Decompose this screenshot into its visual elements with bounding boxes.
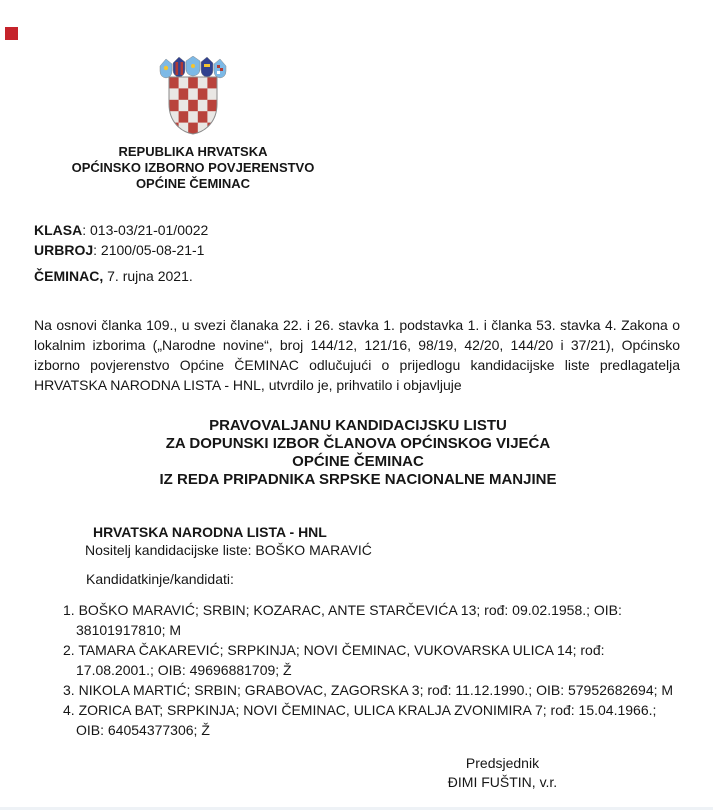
- candidate-text: NIKOLA MARTIĆ; SRBIN; GRABOVAC, ZAGORSKA 3; rođ: 11.12.1990.; OIB: 57952682694; M: [78, 682, 674, 698]
- candidate-text: TAMARA ČAKAREVIĆ; SRPKINJA; NOVI ČEMINAC, VUKOVARSKA ULICA 14; rođ: 17.08.2001.; OIB: 49696881709; Ž: [76, 642, 605, 678]
- croatian-coat-of-arms-icon: [158, 56, 228, 136]
- candidate-number: 1.: [63, 602, 75, 618]
- signature-role: Predsjednik: [465, 755, 540, 771]
- candidate-item: [34, 600, 682, 640]
- candidate-number: 4.: [63, 702, 75, 718]
- klasa-line: [34, 220, 208, 240]
- candidate-item: [34, 640, 682, 680]
- title-line-3: OPĆINE ČEMINAC: [292, 453, 424, 470]
- title-line-2: ZA DOPUNSKI IZBOR ČLANOVA OPĆINSKOG VIJEĆA: [165, 435, 551, 452]
- place-label: ČEMINAC,: [34, 268, 104, 284]
- candidates-label: Kandidatkinje/kandidati:: [86, 571, 234, 587]
- document-title: [34, 417, 682, 489]
- urbroj-label: URBROJ: [34, 242, 94, 258]
- signature-name: ĐIMI FUŠTIN, v.r.: [447, 774, 558, 790]
- klasa-label: KLASA: [34, 222, 83, 238]
- candidate-item: [34, 680, 682, 700]
- urbroj-line: [34, 240, 208, 260]
- document-reference-block: [34, 220, 208, 260]
- header-line-commission: OPĆINSKO IZBORNO POVJERENSTVO: [71, 160, 315, 175]
- date-value: 7. rujna 2021.: [103, 268, 193, 284]
- title-line-1: PRAVOVALJANU KANDIDACIJSKU LISTU: [209, 417, 507, 434]
- candidate-list: [34, 600, 682, 740]
- red-marker: [5, 27, 18, 40]
- intro-paragraph: Na osnovi članka 109., u svezi članaka 22. i 26. stavka 1. podstavka 1. i članka 53. stavka 4. Zakona o lokalnim izborima („Narodne novine“, broj 144/12, 121/16, 98/19, 42/20, 144/20 i 37/21), Općinsko izborno povjerenstvo Općine ČEMINAC odlučujući o prijedlogu kandidacijske liste predlagatelja HRVATSKA NARODNA LISTA - HNL, utvrdilo je, prihvatilo i objavljuje: [34, 317, 680, 393]
- header-line-municipality: OPĆINE ČEMINAC: [135, 176, 251, 191]
- candidate-number: 2.: [63, 642, 75, 658]
- candidate-number: 3.: [63, 682, 75, 698]
- urbroj-value: : 2100/05-08-21-1: [93, 242, 205, 258]
- header-line-country: REPUBLIKA HRVATSKA: [118, 144, 268, 159]
- signature-block: [380, 754, 625, 792]
- klasa-value: : 013-03/21-01/0022: [82, 222, 209, 238]
- candidate-item: [34, 700, 682, 740]
- institution-header: [32, 144, 354, 192]
- title-line-4: IZ REDA PRIPADNIKA SRPSKE NACIONALNE MANJINE: [159, 471, 557, 488]
- party-name: HRVATSKA NARODNA LISTA - HNL: [93, 524, 327, 540]
- list-holder-line: Nositelj kandidacijske liste: BOŠKO MARAVIĆ: [85, 542, 372, 558]
- candidate-text: BOŠKO MARAVIĆ; SRBIN; KOZARAC, ANTE STARČEVIĆA 13; rođ: 09.02.1958.; OIB: 38101917810; M: [76, 602, 622, 638]
- candidate-text: ZORICA BAT; SRPKINJA; NOVI ČEMINAC, ULICA KRALJA ZVONIMIRA 7; rođ: 15.04.1966.; OIB: 64054377306; Ž: [76, 702, 657, 738]
- place-date-line: [34, 266, 193, 286]
